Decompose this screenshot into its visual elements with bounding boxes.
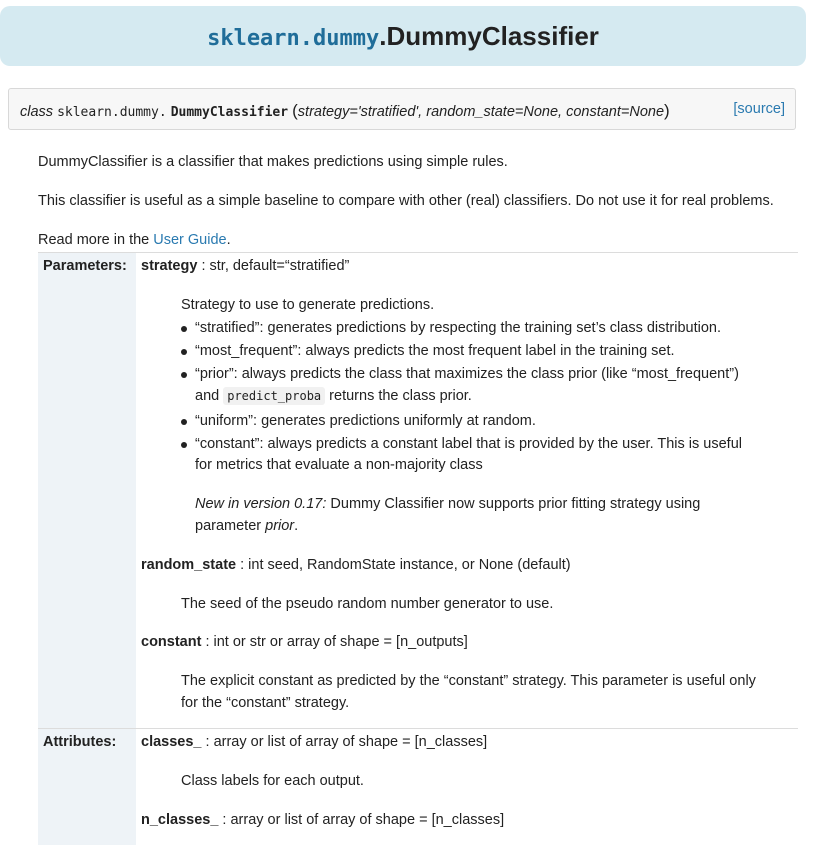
page-title-bar [0,6,806,66]
param-random-state-type: : int seed, RandomState instance, or None (default) [236,557,571,573]
strategy-bullet-prior-line2: and predict_proba returns the class prior. [195,388,472,404]
param-strategy-desc: Strategy to use to generate predictions. [181,297,435,313]
param-strategy-name: strategy [141,258,198,274]
param-constant-desc-line2: for the “constant” strategy. [181,695,350,711]
attr-classes-desc: Class labels for each output. [181,773,364,789]
parameters-label-column [38,253,136,728]
parameters-label: Parameters: [43,258,127,274]
attr-classes-header [141,734,487,750]
signature-module: sklearn.dummy. [57,105,167,120]
description-p3-suffix: . [226,232,231,248]
title-module: sklearn.dummy [207,25,380,51]
param-constant-desc-line1: The explicit constant as predicted by the “constant” strategy. This parameter is useful only [181,673,756,689]
strategy-bullet-uniform: “uniform”: generates predictions uniformly at random. [181,413,522,429]
param-constant-header [141,634,468,650]
attr-n-classes-type: : array or list of array of shape = [n_classes] [218,812,505,828]
param-random-state-name: random_state [141,557,237,573]
signature-keyword: class [20,104,54,120]
bullet-dot [181,442,187,448]
description-p3 [38,232,231,248]
user-guide-link[interactable]: User Guide [153,232,227,248]
param-random-state-header [141,557,571,573]
signature-open-paren: ( [292,101,298,120]
title-class: .DummyClassifier [379,20,599,51]
signature-line [20,101,670,121]
signature-name: DummyClassifier [170,105,289,120]
class-signature [8,88,796,130]
attributes-label: Attributes: [43,734,117,750]
param-random-state-desc: The seed of the pseudo random number generator to use. [181,596,554,612]
predict-proba-code: predict_proba [223,387,325,405]
versionadded-note: New in version 0.17: Dummy Classifier now supports prior fitting strategy using [195,496,701,512]
field-list-top-divider [38,252,798,253]
attr-classes-name: classes_ [141,734,202,750]
field-list-mid-divider [38,728,798,729]
param-constant-type: : int or str or array of shape = [n_outputs] [201,634,468,650]
strategy-bullet-stratified: “stratified”: generates predictions by respecting the training set’s class distribution. [181,320,707,336]
attr-n-classes-name: n_classes_ [141,812,219,828]
bullet-dot [181,372,187,378]
attr-classes-type: : array or list of array of shape = [n_classes] [201,734,488,750]
source-link[interactable]: [source] [733,101,785,117]
strategy-bullet-most-frequent: “most_frequent”: always predicts the most frequent label in the training set. [181,343,661,359]
description-p1: DummyClassifier is a classifier that makes predictions using simple rules. [38,154,508,170]
page-title [207,20,599,51]
versionadded-label: New in version 0.17: [195,496,327,512]
strategy-bullet-prior: “prior”: always predicts the class that maximizes the class prior (like “most_frequent”) [181,366,725,382]
signature-close-paren: ) [664,101,670,120]
strategy-bullet-constant-line2: for metrics that evaluate a non-majority class [195,457,483,473]
param-constant-name: constant [141,634,202,650]
description-p3-prefix: Read more in the [38,232,154,248]
attr-n-classes-header [141,812,504,828]
bullet-dot [181,419,187,425]
bullet-dot [181,326,187,332]
description-p2: This classifier is useful as a simple baseline to compare with other (real) classifiers. Do not use it for real problems. [38,193,774,209]
versionadded-note-line2: parameter prior. [195,518,299,534]
bullet-dot [181,349,187,355]
signature-args: strategy='stratified', random_state=None, constant=None [297,104,665,120]
param-strategy-header [141,258,349,274]
strategy-bullet-constant: “constant”: always predicts a constant label that is provided by the user. This is useful [181,436,728,452]
param-strategy-type: : str, default=“stratified” [197,258,350,274]
